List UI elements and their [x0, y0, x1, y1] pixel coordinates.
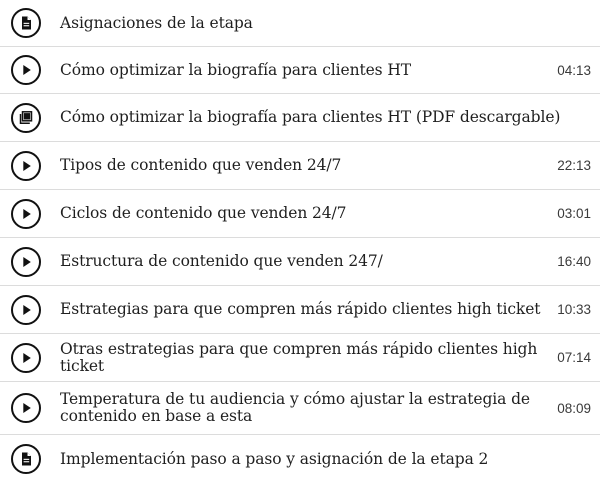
lesson-row-3[interactable] — [0, 94, 600, 142]
lesson-title[interactable]: Estructura de contenido que venden 247/ — [60, 252, 383, 270]
lesson-title[interactable]: Asignaciones de la etapa — [60, 13, 253, 32]
play-icon — [11, 343, 41, 373]
lesson-icon-container — [0, 343, 60, 373]
lesson-row-9[interactable] — [0, 382, 600, 435]
lesson-duration: 04:13 — [557, 62, 591, 78]
play-icon — [11, 247, 41, 277]
lesson-duration: 10:33 — [557, 302, 591, 317]
lesson-duration: 03:01 — [557, 206, 591, 221]
play-icon — [11, 55, 41, 85]
lesson-duration: 22:13 — [557, 158, 591, 173]
lesson-icon-container — [0, 151, 60, 181]
lesson-icon-container — [0, 393, 60, 423]
lesson-row-5[interactable] — [0, 190, 600, 238]
play-icon — [11, 295, 41, 325]
lesson-row-1[interactable] — [0, 0, 600, 47]
lesson-row-7[interactable] — [0, 286, 600, 334]
lesson-icon-container — [0, 444, 60, 474]
play-icon — [11, 151, 41, 181]
lesson-row-10[interactable] — [0, 435, 600, 483]
lesson-duration: 07:14 — [557, 350, 591, 365]
play-icon — [11, 393, 41, 423]
document-icon — [11, 444, 41, 474]
lesson-icon-container — [0, 103, 60, 133]
lesson-title[interactable]: Estrategias para que compren más rápido clientes high ticket — [60, 300, 541, 318]
lesson-row-4[interactable] — [0, 142, 600, 190]
lesson-row-6[interactable] — [0, 238, 600, 286]
lesson-row-2[interactable] — [0, 47, 600, 94]
lesson-title[interactable]: Otras estrategias para que compren más rápido clientes high ticket — [60, 339, 538, 375]
lesson-icon-container — [0, 247, 60, 277]
pdf-icon — [11, 103, 41, 133]
lesson-duration: 16:40 — [557, 254, 591, 269]
lesson-icon-container — [0, 199, 60, 229]
lesson-title[interactable]: Cómo optimizar la biografía para clientes HT — [60, 60, 411, 79]
lesson-icon-container — [0, 295, 60, 325]
lesson-duration: 08:09 — [557, 400, 591, 416]
lesson-title[interactable]: Implementación paso a paso y asignación de la etapa 2 — [60, 449, 489, 468]
lesson-title[interactable]: Tipos de contenido que venden 24/7 — [60, 156, 342, 174]
lesson-row-8[interactable] — [0, 334, 600, 382]
lesson-icon-container — [0, 8, 60, 38]
play-icon — [11, 199, 41, 229]
lesson-title[interactable]: Cómo optimizar la biografía para clientes HT (PDF descargable) — [60, 108, 561, 126]
document-icon — [11, 8, 41, 38]
lesson-title[interactable]: Ciclos de contenido que venden 24/7 — [60, 204, 347, 222]
lesson-icon-container — [0, 55, 60, 85]
lesson-title[interactable]: Temperatura de tu audiencia y cómo ajustar la estrategia de contenido en base a esta — [60, 390, 530, 425]
